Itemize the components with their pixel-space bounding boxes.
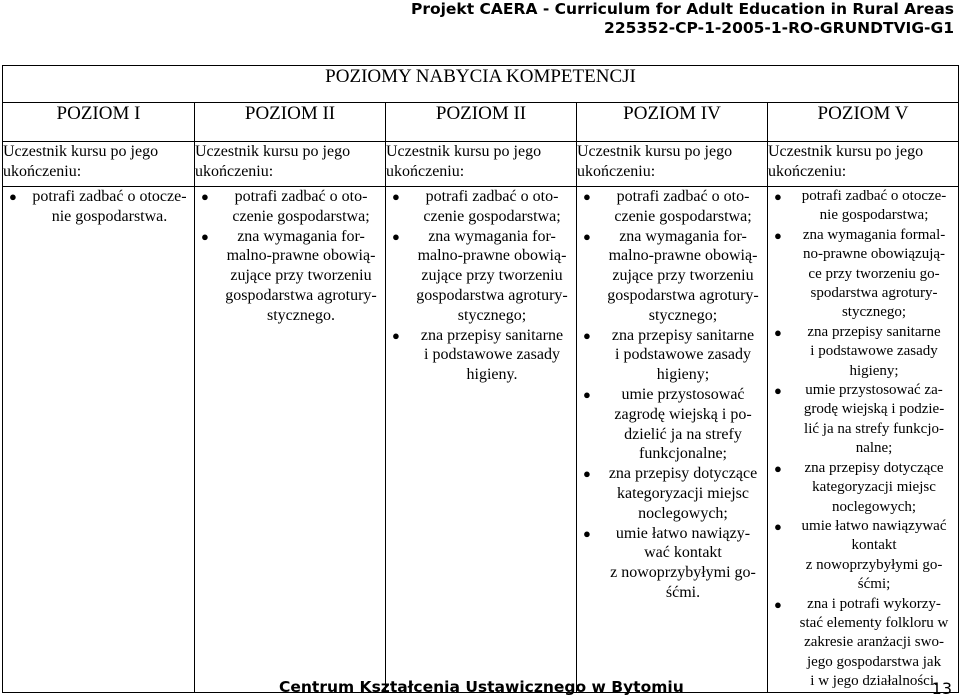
competence-text: zna przepisy sanitarne i podstawowe zasady higieny; xyxy=(807,323,941,379)
competence-item xyxy=(577,227,767,326)
bullet-icon: ● xyxy=(583,327,591,343)
competence-item xyxy=(577,385,767,464)
level-header: POZIOM IV xyxy=(577,103,768,142)
table-title: POZIOMY NABYCIA KOMPETENCJI xyxy=(3,66,959,103)
level-competences xyxy=(3,187,195,693)
competence-text: zna i potrafi wykorzy- stać elementy folkloru w zakresie aranżacji swo- jego gospodarstwa jak i w jego działalności. xyxy=(799,595,949,690)
bullet-icon: ● xyxy=(583,189,591,204)
bullet-icon: ● xyxy=(9,189,17,204)
competence-item xyxy=(386,227,576,326)
header-project-title: Projekt CAERA - Curriculum for Adult Education in Rural Areas xyxy=(410,0,954,18)
level-intro: Uczestnik kursu po jego ukończeniu: xyxy=(3,142,195,187)
competence-list xyxy=(386,187,576,385)
bullet-icon: ● xyxy=(774,460,782,476)
competence-item xyxy=(768,226,958,323)
level-competences xyxy=(195,187,386,693)
competence-item xyxy=(577,524,767,603)
level-competences xyxy=(386,187,577,693)
competence-text: potrafi zadbać o oto- czenie gospodarstwa; xyxy=(614,188,752,225)
competence-item xyxy=(768,595,958,692)
competence-text: potrafi zadbać o oto- czenie gospodarstwa; xyxy=(232,188,370,225)
competence-text: potrafi zadbać o otocze- nie gospodarstwa; xyxy=(801,188,947,224)
competence-text: umie przystosować zagrodę wiejską i po- dzielić ja na strefy funkcjonalne; xyxy=(614,385,752,463)
competence-item xyxy=(577,326,767,385)
competence-item xyxy=(768,517,958,595)
bullet-icon: ● xyxy=(774,383,782,399)
competence-text: umie przystosować za- grodę wiejską i podzie- lić ja na strefy funkcjo- nalne; xyxy=(803,382,945,457)
bullet-icon: ● xyxy=(583,228,591,244)
competence-item xyxy=(768,323,958,381)
competence-text: umie łatwo nawiązywać kontakt z nowoprzybyłymi go- śćmi; xyxy=(801,517,947,593)
level-header: POZIOM II xyxy=(195,103,386,142)
bullet-icon: ● xyxy=(392,189,400,204)
competence-text: zna wymagania for- malno-prawne obowią- zujące przy tworzeniu gospodarstwa agrotury- stycznego. xyxy=(225,227,377,324)
level-intro: Uczestnik kursu po jego ukończeniu: xyxy=(195,142,386,187)
level-header: POZIOM V xyxy=(768,103,959,142)
bullet-icon: ● xyxy=(774,596,782,612)
bullet-icon: ● xyxy=(583,525,591,541)
bullet-icon: ● xyxy=(774,189,782,204)
level-intro: Uczestnik kursu po jego ukończeniu: xyxy=(577,142,768,187)
bullet-icon: ● xyxy=(201,189,209,204)
page-header xyxy=(411,0,954,38)
competence-text: umie łatwo nawiązy- wać kontakt z nowoprzybyłymi go- śćmi. xyxy=(610,524,756,601)
bullet-icon: ● xyxy=(774,324,782,340)
competence-text: zna wymagania for- malno-prawne obowią- zujące przy tworzeniu gospodarstwa agrotury- stycznego; xyxy=(607,227,759,324)
bullet-icon: ● xyxy=(583,386,591,402)
bullet-icon: ● xyxy=(201,228,209,244)
level-competences xyxy=(768,187,959,693)
page-number: 13 xyxy=(931,679,952,698)
competence-text: zna przepisy dotyczące kategoryzacji miejsc noclegowych; xyxy=(608,465,758,522)
bullet-icon: ● xyxy=(774,227,782,243)
competence-item xyxy=(195,227,385,326)
competence-item xyxy=(386,187,576,227)
footer-institution: Centrum Kształcenia Ustawicznego w Bytomiu xyxy=(279,678,684,696)
level-header: POZIOM I xyxy=(3,103,195,142)
bullet-icon: ● xyxy=(583,466,591,482)
level-intro: Uczestnik kursu po jego ukończeniu: xyxy=(386,142,577,187)
competence-item xyxy=(768,381,958,459)
competence-list xyxy=(3,187,194,227)
competence-list xyxy=(577,187,767,603)
competence-list xyxy=(768,187,958,692)
competence-item xyxy=(768,187,958,226)
competence-text: potrafi zadbać o otocze- nie gospodarstwa. xyxy=(32,188,187,225)
level-header: POZIOM II xyxy=(386,103,577,142)
competence-item xyxy=(3,187,194,227)
competence-item xyxy=(768,459,958,517)
competence-item xyxy=(195,187,385,227)
level-competences xyxy=(577,187,768,693)
competence-item xyxy=(577,464,767,523)
bullet-icon: ● xyxy=(392,327,400,343)
competence-item xyxy=(386,326,576,385)
competence-text: zna przepisy dotyczące kategoryzacji miejsc noclegowych; xyxy=(804,459,944,515)
header-project-code: 225352-CP-1-2005-1-RO-GRUNDTVIG-G1 xyxy=(604,19,954,37)
competence-text: zna przepisy sanitarne i podstawowe zasady higieny. xyxy=(420,326,564,384)
level-intro: Uczestnik kursu po jego ukończeniu: xyxy=(768,142,959,187)
bullet-icon: ● xyxy=(392,228,400,244)
competence-item xyxy=(577,187,767,227)
competence-text: zna przepisy sanitarne i podstawowe zasady higieny; xyxy=(611,326,755,384)
bullet-icon: ● xyxy=(774,518,782,534)
competence-text: zna wymagania formal- no-prawne obowiązują- ce przy tworzeniu go- spodarstwa agrotury- stycznego; xyxy=(802,226,946,321)
competence-text: potrafi zadbać o oto- czenie gospodarstwa; xyxy=(423,188,561,225)
competence-list xyxy=(195,187,385,326)
competence-text: zna wymagania for- malno-prawne obowią- zujące przy tworzeniu gospodarstwa agrotury- stycznego; xyxy=(416,227,568,324)
competence-levels-table xyxy=(2,65,959,693)
